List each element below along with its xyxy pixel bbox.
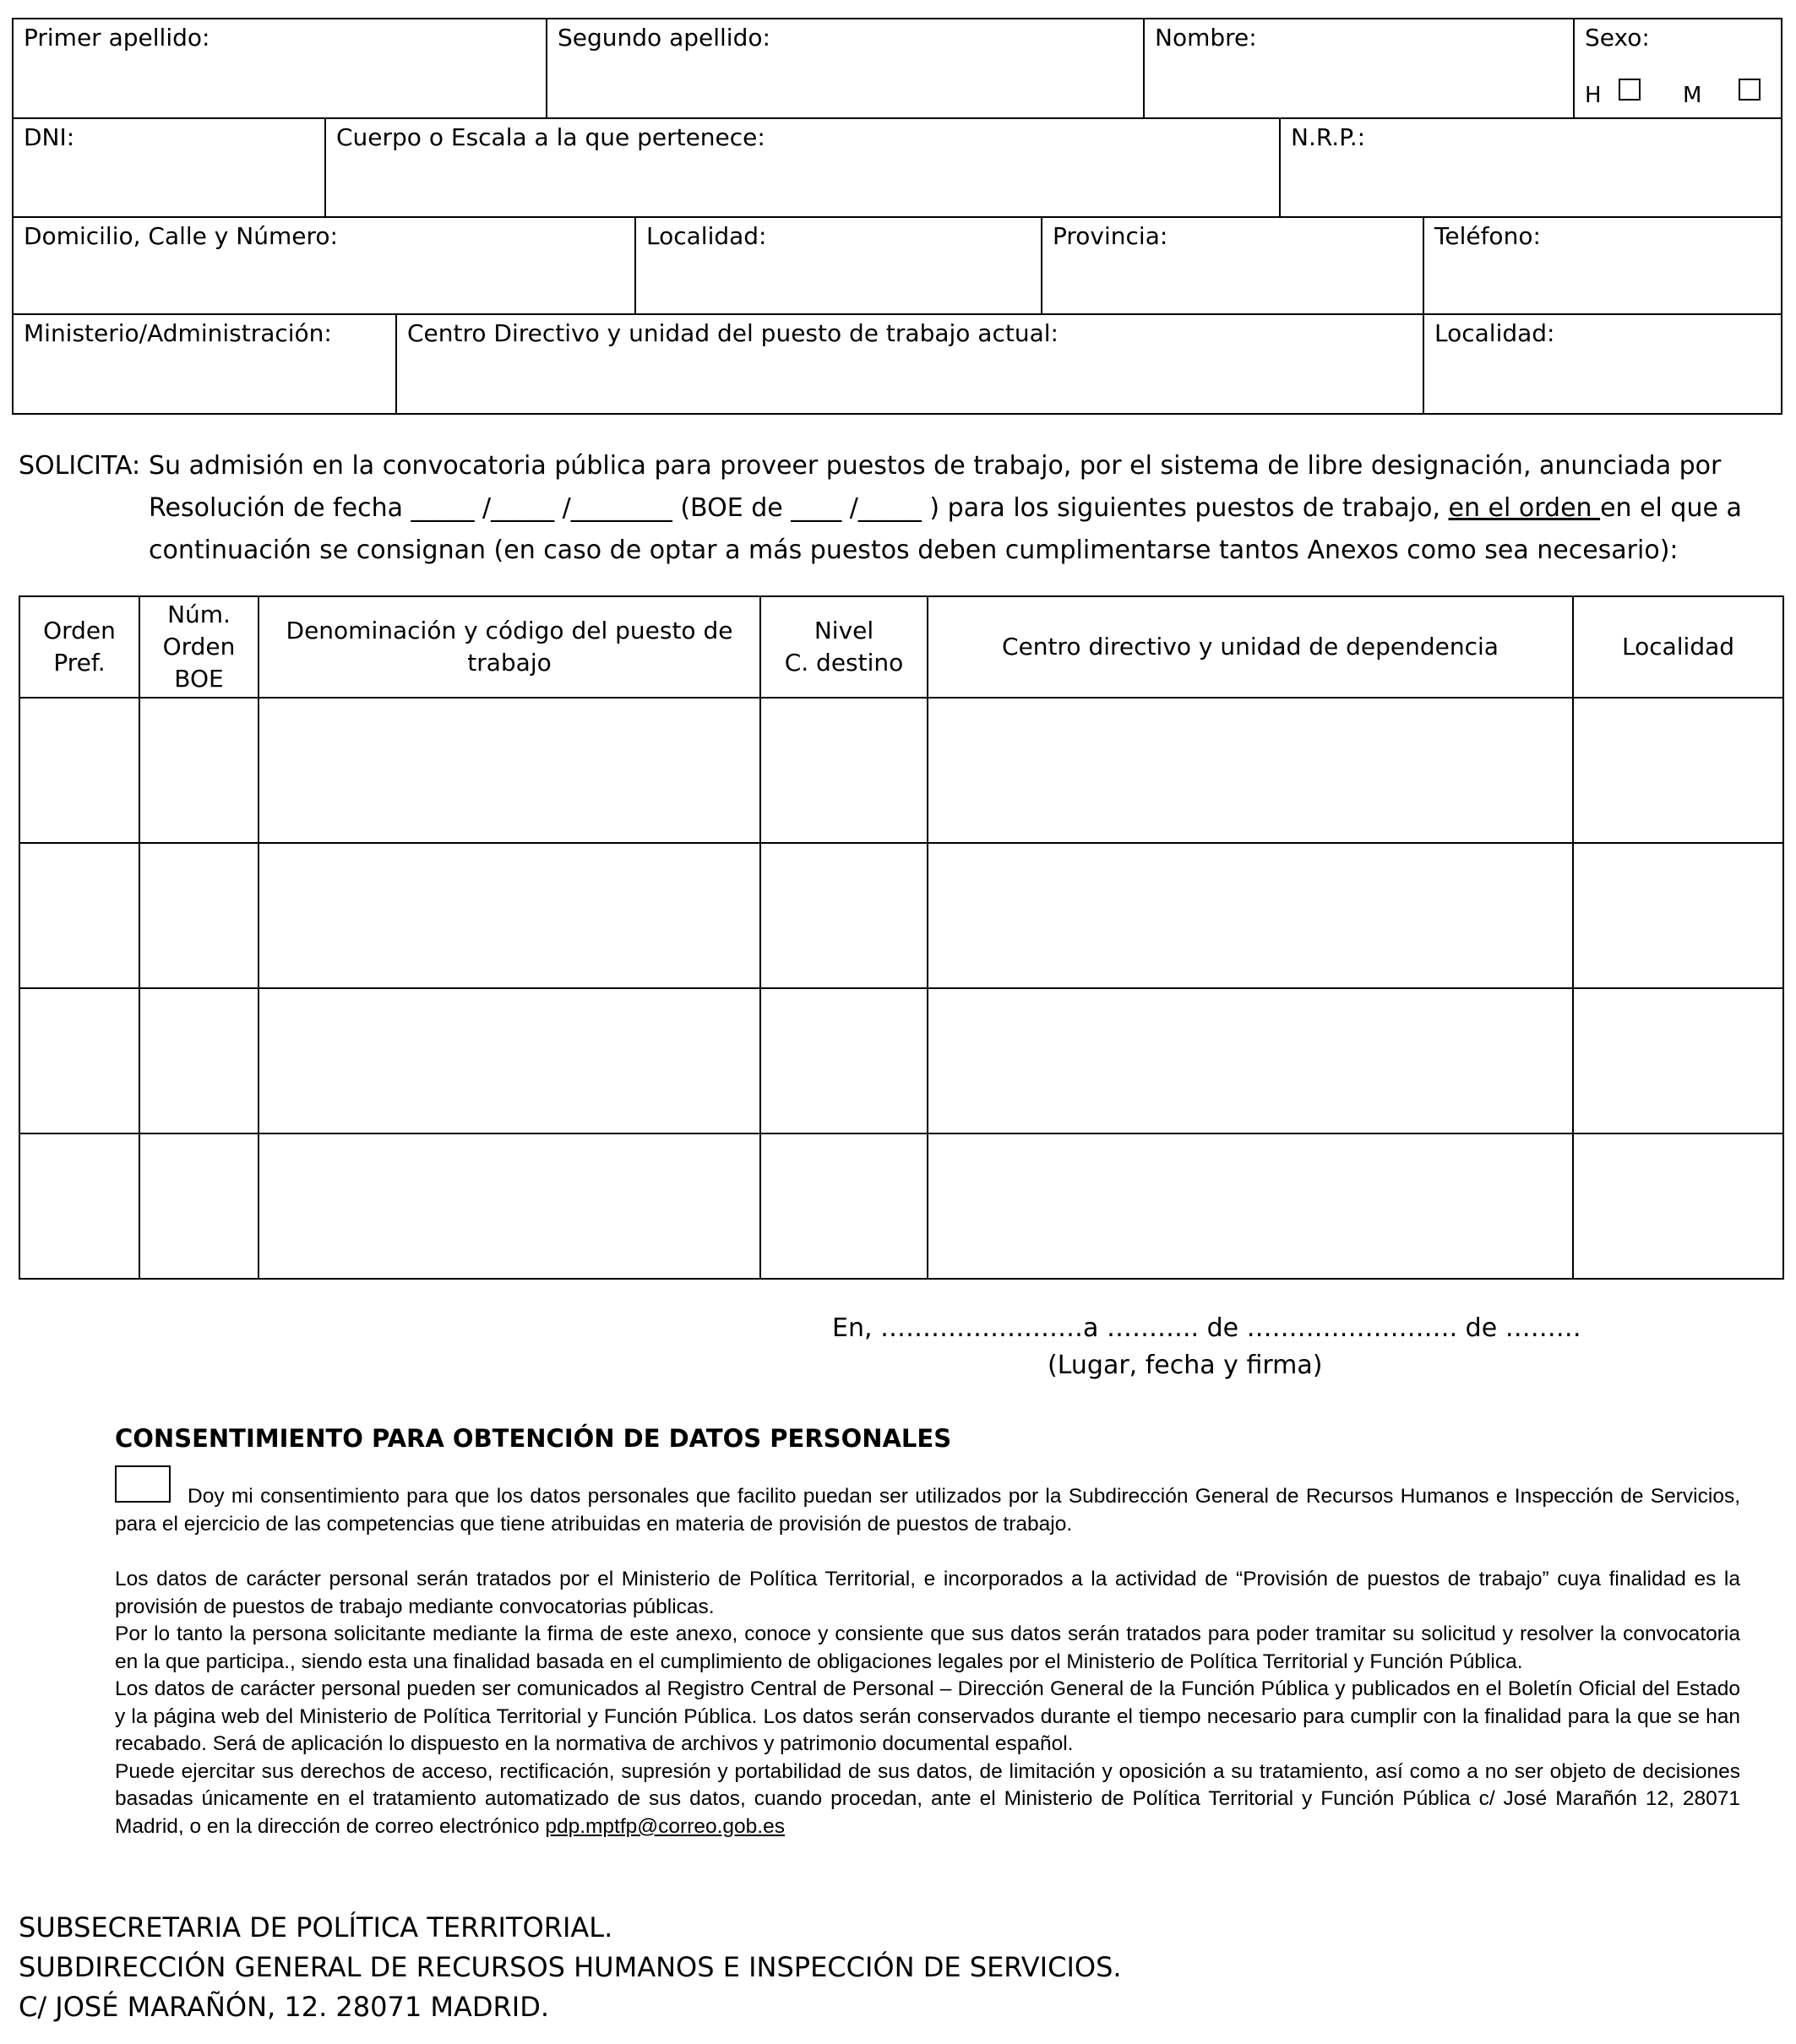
- positions-header-row: [19, 596, 1783, 698]
- table-cell[interactable]: [1573, 1133, 1783, 1279]
- header-orden-pref: [19, 596, 139, 698]
- table-cell[interactable]: [259, 988, 760, 1133]
- privacy-paragraph-3: Los datos de carácter personal pueden ser comunicados al Registro Central de Personal – Dirección General de la Función Pública y publicados en el Boletín Oficial del Estado y la página web del Ministerio de Política Territorial y Función Pública. Los datos serán conservados durante el tiempo necesario para cumplir con la finalidad para la que se han recabado. Será de aplicación lo dispuesto en la normativa de archivos y patrimonio documental español.: [115, 1677, 1740, 1755]
- header-localidad: [1573, 596, 1783, 698]
- table-cell[interactable]: [1573, 988, 1783, 1133]
- table-cell[interactable]: [928, 988, 1573, 1133]
- privacy-paragraph-4-text: Puede ejercitar sus derechos de acceso, rectificación, supresión y portabilidad de sus datos, de limitación y oposición a su tratamiento, así como a no ser objeto de decisiones basadas únicamente en el tratamiento automatizado de sus datos, cuando procedan, ante el Ministerio de Política Territorial y Función Pública c/ José Marañón 12, 28071 Madrid, o en la dirección de correo electrónico: [115, 1759, 1740, 1838]
- table-row: [19, 698, 1783, 843]
- table-cell[interactable]: [19, 698, 139, 843]
- form-row-names: [14, 19, 1781, 119]
- sexo-h-checkbox[interactable]: [1619, 79, 1641, 101]
- segundo-apellido-label: Segundo apellido:: [558, 24, 770, 52]
- cuerpo-label: Cuerpo o Escala a la que pertenece:: [336, 123, 765, 151]
- field-nombre[interactable]: [1143, 19, 1573, 117]
- dni-label: DNI:: [24, 123, 75, 151]
- domicilio-label: Domicilio, Calle y Número:: [24, 222, 338, 250]
- signature-line: En, ……………………a ……….. de ……………………. de ………: [832, 1313, 1581, 1343]
- header-line: Orden: [43, 617, 116, 644]
- table-cell[interactable]: [259, 843, 760, 988]
- table-cell[interactable]: [19, 988, 139, 1133]
- field-centro-directivo[interactable]: [395, 315, 1423, 413]
- solicita-line-2-start: Resolución de fecha _____ /_____ /________ (BOE de ____ /_____ ) para los siguientes puestos de trabajo,: [149, 493, 1449, 523]
- header-line: Pref.: [53, 649, 106, 677]
- solicita-line-1: Su admisión en la convocatoria pública para proveer puestos de trabajo, por el sistema de libre designación, anunciada por: [149, 451, 1722, 481]
- field-sexo: [1573, 19, 1781, 117]
- table-cell[interactable]: [259, 698, 760, 843]
- header-line: trabajo: [467, 649, 552, 677]
- consent-checkbox-text: [115, 1483, 1740, 1538]
- positions-table: [19, 595, 1784, 1280]
- solicita-line-2-end: en el que a: [1600, 493, 1742, 523]
- footer-subdireccion: SUBDIRECCIÓN GENERAL DE RECURSOS HUMANOS E INSPECCIÓN DE SERVICIOS.: [19, 1951, 1122, 1983]
- consent-privacy-text: [115, 1566, 1740, 1840]
- localidad-label: Localidad:: [646, 222, 767, 250]
- table-cell[interactable]: [139, 698, 259, 843]
- field-telefono[interactable]: [1423, 218, 1781, 313]
- table-cell[interactable]: [19, 1133, 139, 1279]
- sexo-label: Sexo:: [1585, 24, 1650, 52]
- table-cell[interactable]: [760, 1133, 928, 1279]
- privacy-paragraph-1: Los datos de carácter personal serán tratados por el Ministerio de Política Territorial, e incorporados a la actividad de “Provisión de puestos de trabajo” cuya finalidad es la provisión de puestos de trabajo mediante convocatorias públicas.: [115, 1568, 1740, 1618]
- solicita-line-2: [149, 487, 1742, 530]
- table-cell[interactable]: [760, 988, 928, 1133]
- table-cell[interactable]: [259, 1133, 760, 1279]
- primer-apellido-label: Primer apellido:: [24, 24, 210, 52]
- field-provincia[interactable]: [1041, 218, 1423, 313]
- header-line: Núm.: [167, 601, 231, 628]
- field-primer-apellido[interactable]: [14, 19, 546, 117]
- solicita-line-3: continuación se consignan (en caso de optar a más puestos deben cumplimentarse tantos Anexos como sea necesario):: [149, 535, 1679, 565]
- header-line: Centro directivo y unidad de dependencia: [1002, 633, 1499, 660]
- header-line: BOE: [174, 665, 224, 693]
- table-cell[interactable]: [1573, 843, 1783, 988]
- field-localidad-trabajo[interactable]: [1423, 315, 1781, 413]
- form-row-ministerio: [14, 315, 1781, 413]
- header-line: Denominación y código del puesto de: [286, 617, 733, 644]
- field-ministerio[interactable]: [14, 315, 395, 413]
- table-cell[interactable]: [760, 698, 928, 843]
- form-row-dni: [14, 119, 1781, 218]
- telefono-label: Teléfono:: [1434, 222, 1541, 250]
- header-denominacion: [259, 596, 760, 698]
- header-line: C. destino: [784, 649, 904, 677]
- sexo-m-checkbox[interactable]: [1739, 79, 1761, 101]
- header-nivel: [760, 596, 928, 698]
- privacy-paragraph-4: [115, 1759, 1740, 1841]
- solicita-label: SOLICITA:: [19, 451, 141, 481]
- table-row: [19, 1133, 1783, 1279]
- header-line: Orden: [162, 633, 236, 660]
- nrp-label: N.R.P.:: [1291, 123, 1366, 151]
- table-cell[interactable]: [928, 1133, 1573, 1279]
- solicita-underlined-text: en el orden: [1448, 493, 1601, 523]
- field-localidad[interactable]: [634, 218, 1041, 313]
- footer-subsecretaria: SUBSECRETARIA DE POLÍTICA TERRITORIAL.: [19, 1911, 613, 1943]
- consent-title: CONSENTIMIENTO PARA OBTENCIÓN DE DATOS PERSONALES: [115, 1424, 952, 1453]
- table-cell[interactable]: [139, 843, 259, 988]
- field-nrp[interactable]: [1279, 119, 1781, 216]
- header-line: Localidad: [1621, 633, 1735, 660]
- provincia-label: Provincia:: [1053, 222, 1168, 250]
- signature-caption: (Lugar, fecha y firma): [1048, 1351, 1323, 1380]
- header-line: Nivel: [814, 617, 874, 644]
- field-domicilio[interactable]: [14, 218, 634, 313]
- table-cell[interactable]: [928, 843, 1573, 988]
- table-row: [19, 988, 1783, 1133]
- localidad-trabajo-label: Localidad:: [1434, 319, 1555, 347]
- table-row: [19, 843, 1783, 988]
- table-cell[interactable]: [1573, 698, 1783, 843]
- centro-directivo-label: Centro Directivo y unidad del puesto de trabajo actual:: [407, 319, 1059, 347]
- ministerio-label: Ministerio/Administración:: [24, 319, 332, 347]
- sexo-h-label: H: [1585, 83, 1602, 108]
- sexo-m-label: M: [1683, 83, 1702, 108]
- field-cuerpo[interactable]: [324, 119, 1279, 216]
- form-row-domicilio: [14, 218, 1781, 315]
- table-cell[interactable]: [139, 988, 259, 1133]
- header-num-orden-boe: [139, 596, 259, 698]
- privacy-paragraph-2: Por lo tanto la persona solicitante mediante la firma de este anexo, conoce y consiente que sus datos serán tratados para poder tramitar su solicitud y resolver la convocatoria en la que participa., siendo esta una finalidad basada en el cumplimiento de obligaciones legales por el Ministerio de Política Territorial y Función Pública.: [115, 1623, 1740, 1673]
- table-cell[interactable]: [19, 843, 139, 988]
- header-centro-directivo: [928, 596, 1573, 698]
- privacy-email-link[interactable]: pdp.mptfp@correo.gob.es: [545, 1814, 785, 1838]
- nombre-label: Nombre:: [1155, 24, 1257, 52]
- table-cell[interactable]: [760, 843, 928, 988]
- table-cell[interactable]: [928, 698, 1573, 843]
- field-segundo-apellido[interactable]: [546, 19, 1143, 117]
- consent-checkbox-paragraph: Doy mi consentimiento para que los datos personales que facilito puedan ser utilizados por la Subdirección General de Recursos Humanos e Inspección de Servicios, para el ejercicio de las competencias que tiene atribuidas en materia de provisión de puestos de trabajo.: [115, 1485, 1740, 1536]
- personal-data-form: [12, 18, 1782, 415]
- table-cell[interactable]: [139, 1133, 259, 1279]
- field-dni[interactable]: [14, 119, 324, 216]
- footer-address: C/ JOSÉ MARAÑÓN, 12. 28071 MADRID.: [19, 1991, 550, 2023]
